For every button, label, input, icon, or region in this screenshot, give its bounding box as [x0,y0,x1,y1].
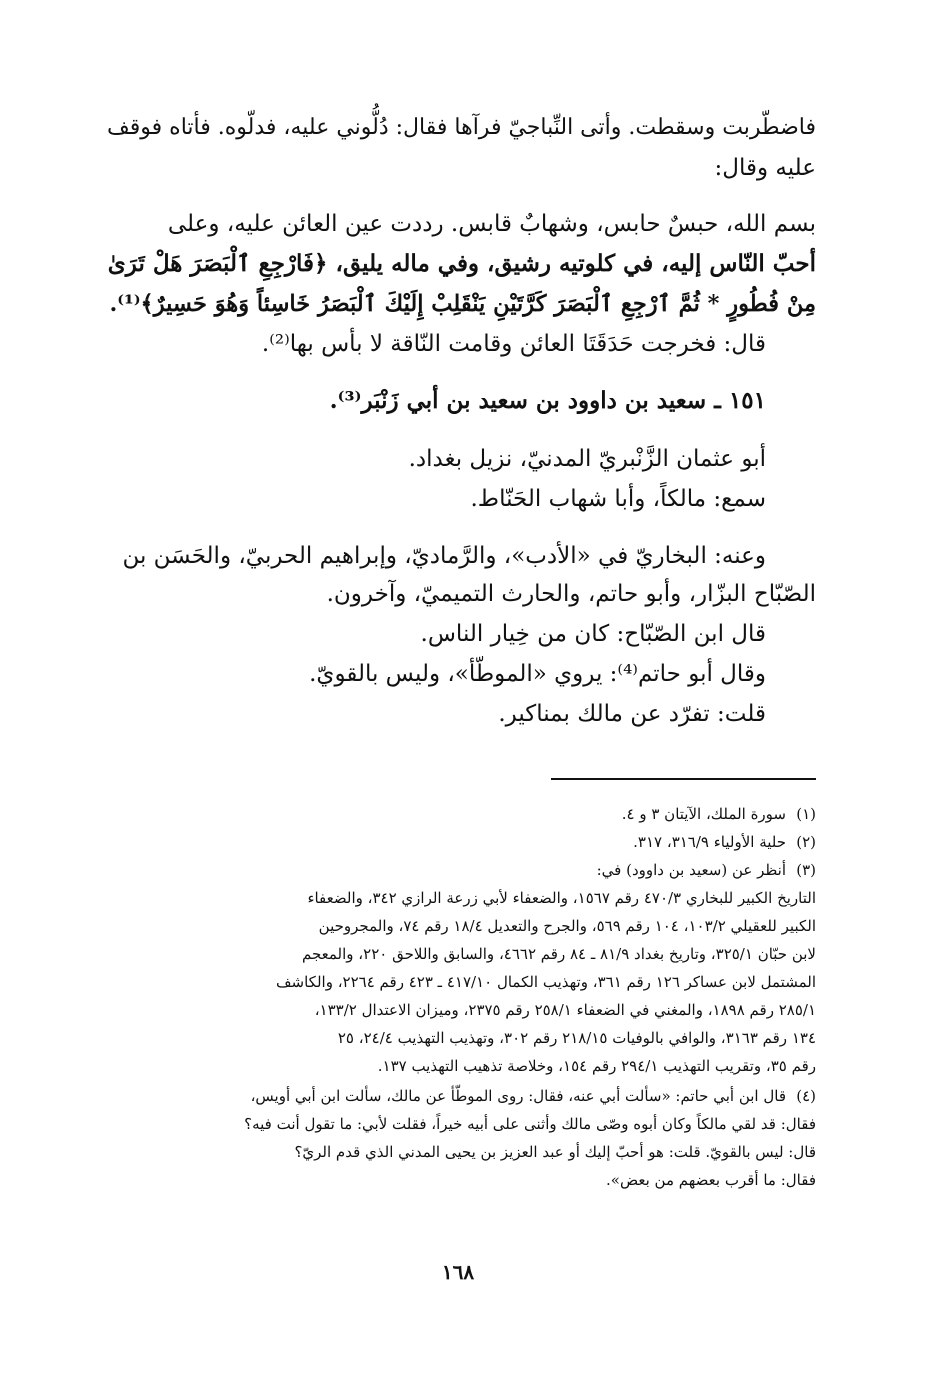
footnote-line: لابن حبّان ٣٢٥/١، وتاريخ بغداد ٨١/٩ ـ ٨٤ رقم ٤٦٦٢، والسابق واللاحق ٢٢٠، والمعجم [301,945,816,963]
body-line: سمع: مالكاً، وأبا شهاب الحَنّاط. [470,486,766,512]
quran-verse: مِنْ فُطُورٍ * ثُمَّ ٱرْجِعِ ٱلْبَصَرَ كَرَّتَيْنِ يَنْقَلِبْ إِلَيْكَ ٱلْبَصَرُ خَاسِئاً وَهُوَ حَسِيرٌ﴾⁽¹⁾. [109,291,816,317]
footnote-text: قال ابن أبي حاتم: «سألت أبي عنه، فقال: روى الموطّأ عن مالك، سألت ابن أبي أويس، [250,1087,786,1105]
footnote-number: (٤) [796,1087,816,1105]
body-line: أبو عثمان الزَّنْبريّ المدنيّ، نزيل بغداد. [408,446,766,472]
footnote-text: أنظر عن (سعيد بن داوود) في: [596,861,786,879]
body-line: وعنه: البخاريّ في «الأدب»، والرَّماديّ، وإبراهيم الحربيّ، والحَسَن بن [122,543,766,569]
footnote-line: ٢٨٥/١ رقم ١٨٩٨، والمغني في الضعفاء ٢٥٨/١ رقم ٢٣٧٥، وميزان الاعتدال ١٣٣/٢، [314,1001,816,1019]
footnote-text: حلية الأولياء ٣١٦/٩، ٣١٧. [633,833,786,851]
footnote-number: (١) [796,805,816,823]
footnote-number: (٣) [796,861,816,879]
footnote-line: التاريخ الكبير للبخاري ٤٧٠/٣ رقم ١٥٦٧، والضعفاء لأبي زرعة الرازي ٣٤٢، والضعفاء [307,889,816,907]
footnote-number: (٢) [796,833,816,851]
footnote-line: المشتمل لابن عساكر ١٢٦ رقم ٣٦١، وتهذيب الكمال ٤١٧/١٠ ـ ٤٢٣ رقم ٢٢٦٤، والكاشف [276,973,816,991]
footnote-line: فقال: ما أقرب بعضهم من بعض». [606,1171,816,1189]
footnote-line: الكبير للعقيلي ١٠٣/٢، ١٠٤ رقم ٥٦٩، والجرح والتعديل ١٨/٤ رقم ٧٤، والمجروحين [318,917,816,935]
body-line: بسم الله، حبسٌ حابس، وشهابٌ قابس. رددت عين العائن عليه، وعلى [167,211,816,237]
body-line: قال ابن الصّبّاح: كان من خِيار الناس. [420,621,766,647]
footnote-line: ١٣٤ رقم ٣١٦٣، والوافي بالوفيات ٢١٨/١٥ رقم ٣٠٢، وتهذيب التهذيب ٢٤/٤، ٢٥ [337,1029,816,1047]
body-line: عليه وقال: [714,155,816,181]
body-line: قال: فخرجت حَدَقَتَا العائن وقامت النّاقة لا بأس بها⁽²⁾. [261,331,766,357]
footnote-2 [633,830,816,855]
footnote-line: رقم ٣٥، وتقريب التهذيب ٢٩٤/١ رقم ١٥٤، وخلاصة تذهيب التهذيب ١٣٧. [377,1057,816,1075]
body-line: وقال أبو حاتم⁽⁴⁾: يروي «الموطّأ»، وليس بالقويّ. [309,661,766,687]
footnote-text: سورة الملك، الآيتان ٣ و ٤. [621,805,786,823]
footnote-1 [622,802,816,827]
footnote-line: قال: ليس بالقويّ. قلت: هو أحبّ إليك أو عبد العزيز بن يحيى المدني الذي قدم الريّ؟ [294,1143,816,1161]
body-line: أحبّ النّاس إليه، في كلوتيه رشيق، وفي ماله يليق، ﴿فَارْجِعِ ٱلْبَصَرَ هَلْ تَرَىٰ [107,250,816,277]
footnote-4 [251,1084,816,1109]
book-page [100,100,816,1330]
body-line: الصّبّاح البزّار، وأبو حاتم، والحارث التميميّ، وآخرون. [326,581,816,607]
footnote-3 [597,858,816,883]
body-line: قلت: تفرّد عن مالك بمناكير. [498,701,766,727]
footnote-divider [551,778,816,780]
entry-heading: ١٥١ ـ سعيد بن داوود بن سعيد بن أبي زَنْبَر⁽³⁾. [329,387,766,414]
page-number: ١٦٨ [441,1260,475,1284]
footnote-line: فقال: قد لقي مالكاً وكان أبوه وصّى مالك وأثنى على أبيه خيراً، فقلت لأبي: ما تقول أنت فيه؟ [244,1115,816,1133]
body-line: فاضطّربت وسقطت. وأتى النِّباجيّ فرآها فقال: دُلُّوني عليه، فدلّوه. فأتاه فوقف [107,115,816,140]
